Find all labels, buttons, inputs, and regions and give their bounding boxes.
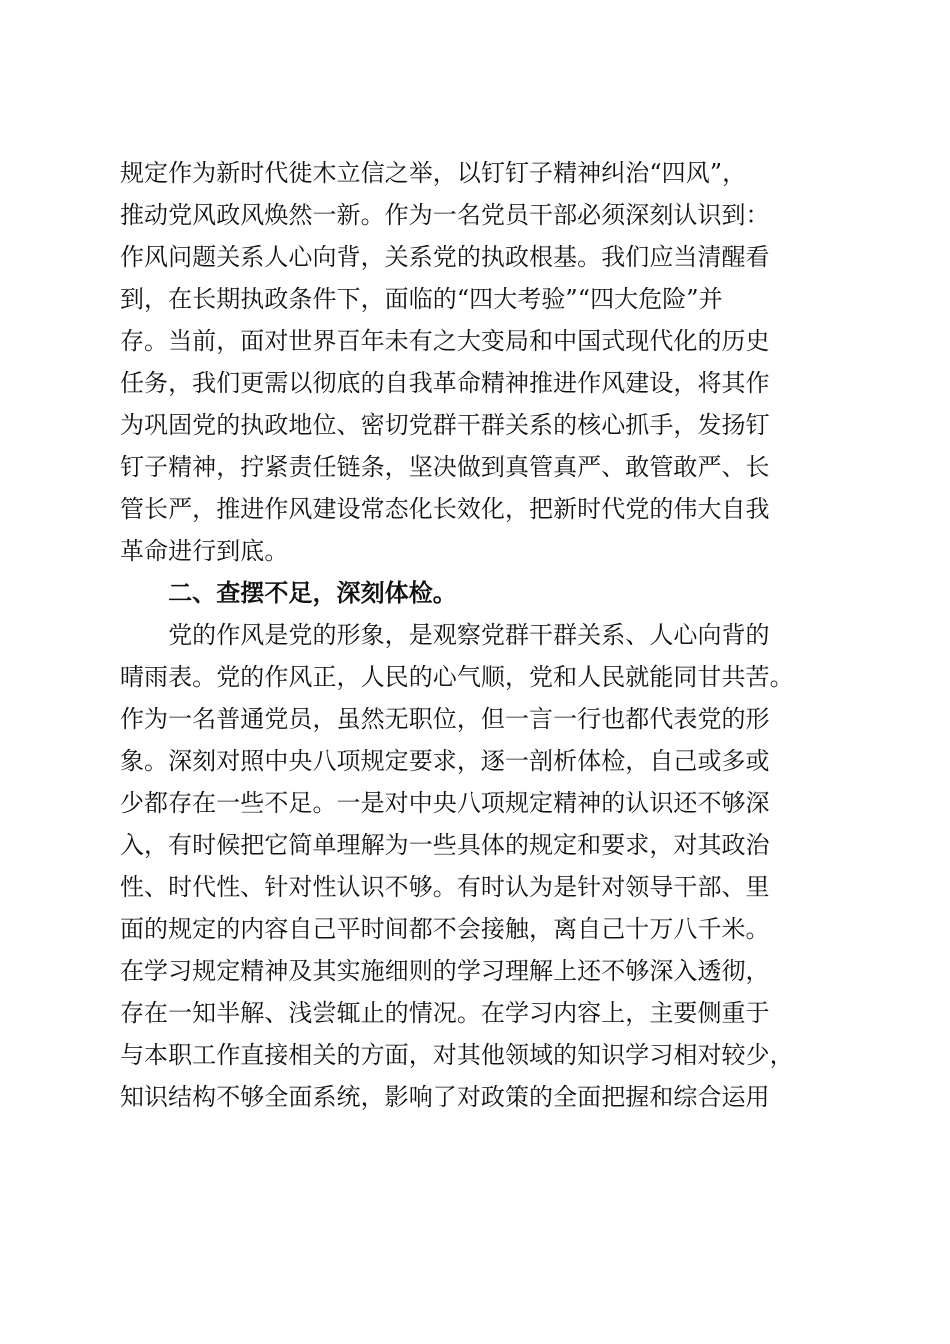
paragraph-line: 晴雨表。党的作风正，人民的心气顺，党和人民就能同甘共苦。 (120, 663, 794, 691)
paragraph-line: 钉子精神，拧紧责任链条，坚决做到真管真严、敢管敢严、长 (120, 453, 770, 481)
paragraph-line: 在学习规定精神及其实施细则的学习理解上还不够深入透彻， (120, 957, 770, 985)
paragraph-line: 革命进行到底。 (120, 537, 289, 565)
paragraph-line: 到，在长期执政条件下，面临的“四大考验”“四大危险”并 (120, 285, 723, 313)
paragraph-line: 象。深刻对照中央八项规定要求，逐一剖析体检，自己或多或 (120, 747, 770, 775)
paragraph-line: 作风问题关系人心向背，关系党的执政根基。我们应当清醒看 (120, 243, 770, 271)
section-heading: 二、查摆不足，深刻体检。 (120, 579, 457, 607)
paragraph-line: 存在一知半解、浅尝辄止的情况。在学习内容上，主要侧重于 (120, 999, 770, 1027)
paragraph-line: 规定作为新时代徙木立信之举，以钉钉子精神纠治“四风”， (120, 159, 747, 187)
paragraph-line: 任务，我们更需以彻底的自我革命精神推进作风建设，将其作 (120, 369, 770, 397)
paragraph-line: 作为一名普通党员，虽然无职位，但一言一行也都代表党的形 (120, 705, 770, 733)
paragraph-line: 党的作风是党的形象，是观察党群干群关系、人心向背的 (120, 621, 770, 649)
paragraph-line: 知识结构不够全面系统，影响了对政策的全面把握和综合运用 (120, 1083, 770, 1111)
paragraph-line: 入，有时候把它简单理解为一些具体的规定和要求，对其政治 (120, 831, 770, 859)
paragraph-line: 与本职工作直接相关的方面，对其他领域的知识学习相对较少， (120, 1041, 794, 1069)
paragraph-line: 为巩固党的执政地位、密切党群干群关系的核心抓手，发扬钉 (120, 411, 770, 439)
paragraph-line: 存。当前，面对世界百年未有之大变局和中国式现代化的历史 (120, 327, 770, 355)
paragraph-line: 推动党风政风焕然一新。作为一名党员干部必须深刻认识到： (120, 201, 770, 229)
paragraph-line: 面的规定的内容自己平时间都不会接触，离自己十万八千米。 (120, 915, 770, 943)
paragraph-line: 少都存在一些不足。一是对中央八项规定精神的认识还不够深 (120, 789, 770, 817)
document-body (120, 152, 840, 1118)
paragraph-line: 管长严，推进作风建设常态化长效化，把新时代党的伟大自我 (120, 495, 770, 523)
paragraph-line: 性、时代性、针对性认识不够。有时认为是针对领导干部、里 (120, 873, 770, 901)
